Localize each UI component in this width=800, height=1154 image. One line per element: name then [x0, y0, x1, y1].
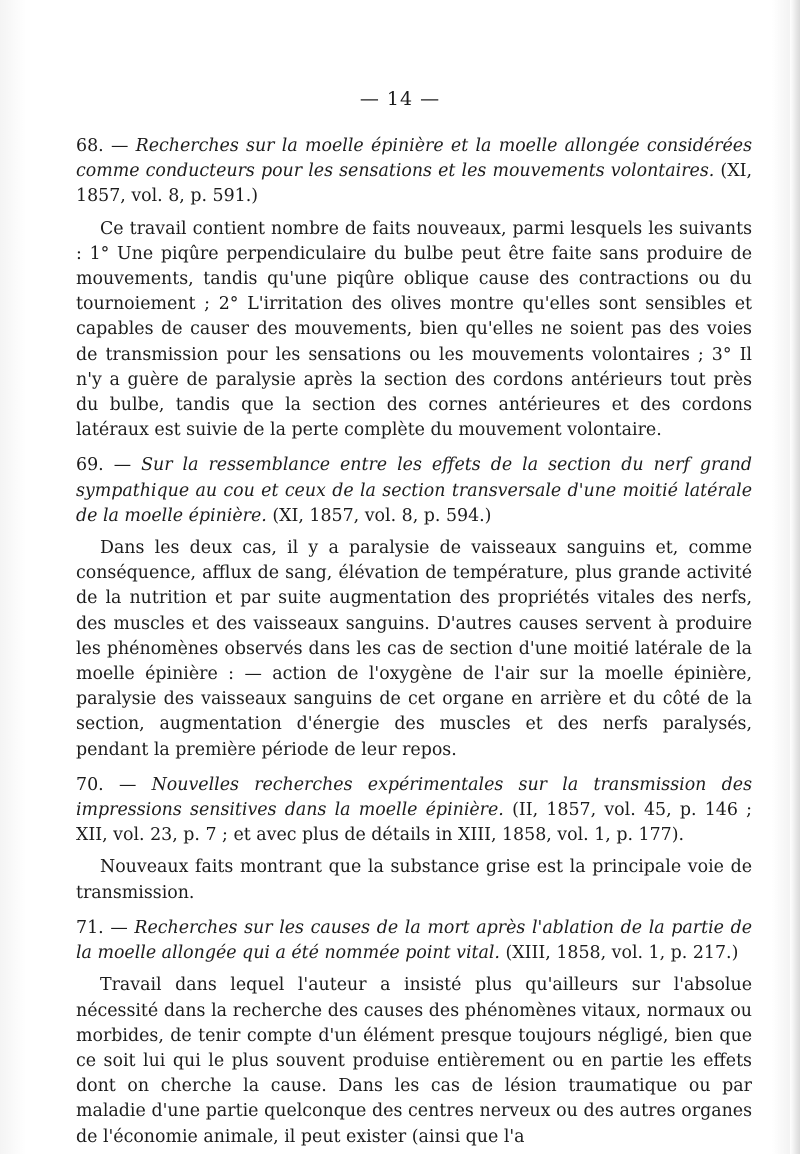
- entry-68: [76, 134, 752, 443]
- entry-dash: —: [110, 917, 128, 938]
- entry-number: 70.: [76, 774, 104, 795]
- divider-space: [76, 906, 752, 916]
- entry-dash: —: [113, 455, 132, 476]
- entry-heading: [76, 916, 752, 966]
- entry-heading: [76, 453, 752, 529]
- entry-title: Recherches sur les causes de la mort après l'ablation de la partie de la moelle allongée qui a été nommée point vital.: [76, 917, 752, 964]
- page-number: — 14 —: [359, 88, 441, 110]
- entry-body: Travail dans lequel l'auteur a insisté plus qu'ailleurs sur l'absolue nécessité dans la recherche des causes des phénomènes vitaux, normaux ou morbides, de tenir compte d'un élément presque toujours négligé, bien que ce soit lui qui le plus souvent produise entièrement ou en partie les effets dont on cherche la cause. Dans les cas de lésion traumatique ou par maladie d'une partie quelconque des centres nerveux ou des autres organes de l'économie animale, il peut exister (ainsi que l'a: [76, 975, 752, 1147]
- entry-heading: [76, 134, 752, 210]
- entry-title: Recherches sur la moelle épinière et la moelle allongée considérées comme conducteurs pour les sensations et les mouvements volontaires.: [76, 136, 752, 182]
- divider-space: [76, 443, 752, 453]
- entry-reference: (XI, 1857, vol. 8, p. 594.): [272, 505, 492, 526]
- entry-70: [76, 773, 752, 906]
- entry-dash: —: [110, 136, 129, 156]
- entry-reference: (XI, 1857, vol. 8, p. 591.): [76, 161, 752, 207]
- entry-heading: [76, 773, 752, 849]
- page-text: [76, 134, 752, 1150]
- entry-number: 69.: [76, 455, 104, 476]
- divider-space: [76, 763, 752, 773]
- entry-71: [76, 916, 752, 1150]
- entry-body: Ce travail contient nombre de faits nouveaux, parmi lesquels les suivants : 1° Une piqûre perpendiculaire du bulbe peut être faite sans produire de mouvements, tandis qu'une piqûre oblique cause des contractions ou du tournoiement ; 2° L'irritation des olives montre qu'elles sont sensibles et capables de causer des mouvements, bien qu'elles ne soient pas des voies de transmission pour les sensations ou les mouvements volontaires ; 3° Il n'y a guère de paralysie après la section des cordons antérieurs tout près du bulbe, tandis que la section des cornes antérieures et des cordons latéraux est suivie de la perte complète du mouvement volontaire.: [76, 218, 752, 441]
- entry-reference: (II, 1857, vol. 45, p. 146 ; XII, vol. 23, p. 7 ; et avec plus de détails in XIII, 1858, vol. 1, p. 177).: [76, 800, 753, 846]
- entry-69: [76, 453, 752, 762]
- entry-dash: —: [118, 774, 137, 795]
- entry-title: Nouvelles recherches expérimentales sur la transmission des impressions sensitives dans la moelle épinière.: [76, 774, 752, 821]
- entry-body: Nouveaux faits montrant que la substance grise est la principale voie de transmission.: [76, 857, 752, 903]
- entry-reference: (XIII, 1858, vol. 1, p. 217.): [505, 943, 739, 964]
- entry-body: Dans les deux cas, il y a paralysie de vaisseaux sanguins et, comme conséquence, afflux de sang, élévation de température, plus grande activité de la nutrition et par suite augmentation des propriétés vitales des nerfs, des muscles et des vaisseaux sanguins. D'autres causes servent à produire les phénomènes observés dans les cas de section d'une moitié latérale de la moelle épinière : — action de l'oxygène de l'air sur la moelle épinière, paralysie des vaisseaux sanguins de cet organe en arrière et du côté de la section, augmentation d'énergie des muscles et des nerfs paralysés, pendant la première période de leur repos.: [76, 538, 752, 760]
- entry-number: 71.: [76, 917, 104, 938]
- entry-number: 68.: [76, 136, 104, 156]
- entry-title: Sur la ressemblance entre les effets de la section du nerf grand sympathique au cou et ceux de la section transversale d'une moitié latérale de la moelle épinière.: [76, 455, 752, 526]
- page-edge-shadow: [790, 0, 800, 1154]
